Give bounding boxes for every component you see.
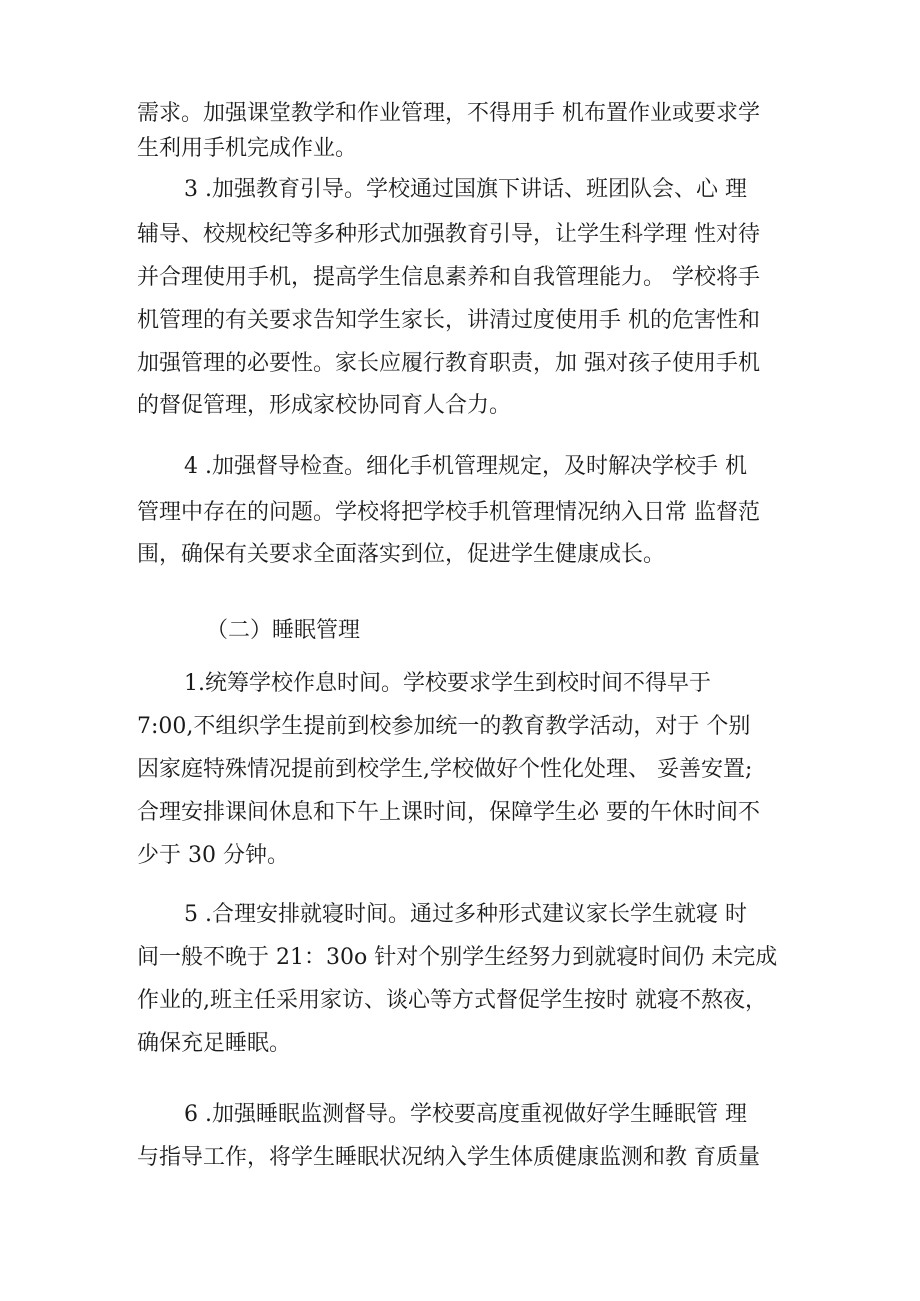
paragraph-line: 合理安排课间休息和下午上课时间，保障学生必 要的午休时间不 [137,800,760,825]
paragraph-line: 5 .合理安排就寝时间。通过多种形式建议家长学生就寝 时 [184,902,747,927]
section-heading: （二）睡眠管理 [206,618,361,643]
paragraph-line: 需求。加强课堂教学和作业管理，不得用手 机布置作业或要求学 [137,101,760,126]
paragraph-line: 管理中存在的问题。学校将把学校手机管理情况纳入日常 监督范 [137,500,760,525]
paragraph-line: 加强管理的必要性。家长应履行教育职责，加 强对孩子使用手机 [137,351,760,376]
paragraph-line: 辅导、校规校纪等多种形式加强教育引导，让学生科学理 性对待 [137,222,760,247]
paragraph-line: 3 .加强教育引导。学校通过国旗下讲话、班团队会、心 理 [184,177,747,202]
paragraph-line: 与指导工作，将学生睡眠状况纳入学生体质健康监测和教 育质量 [137,1145,760,1170]
paragraph-line: 围，确保有关要求全面落实到位，促进学生健康成长。 [137,542,666,567]
paragraph-line: 机管理的有关要求告知学生家长，讲清过度使用手 机的危害性和 [137,308,760,333]
paragraph-line: 1.统筹学校作息时间。学校要求学生到校时间不得早于 [184,671,711,696]
paragraph-line: 的督促管理，形成家校协同育人合力。 [137,393,512,418]
paragraph-line: 生利用手机完成作业。 [137,136,358,161]
paragraph-line: 作业的,班主任采用家访、谈心等方式督促学生按时 就寝不熬夜， [137,988,767,1013]
paragraph-line: 间一般不晚于 21：30o 针对个别学生经努力到就寝时间仍 未完成 [137,945,778,970]
paragraph-line: 少于 30 分钟。 [137,843,289,868]
paragraph-line: 6 .加强睡眠监测督导。学校要高度重视做好学生睡眠管 理 [184,1102,747,1127]
paragraph-line: 7:00,不组织学生提前到校参加统一的教育教学活动，对于 个别 [137,714,751,739]
paragraph-line: 因家庭特殊情况提前到校学生,学校做好个性化处理、 妥善安置; [137,757,753,782]
paragraph-line: 并合理使用手机，提高学生信息素养和自我管理能力。 学校将手 [137,265,760,290]
paragraph-line: 4 .加强督导检查。细化手机管理规定，及时解决学校手 机 [184,454,747,479]
paragraph-line: 确保充足睡眠。 [137,1031,292,1056]
